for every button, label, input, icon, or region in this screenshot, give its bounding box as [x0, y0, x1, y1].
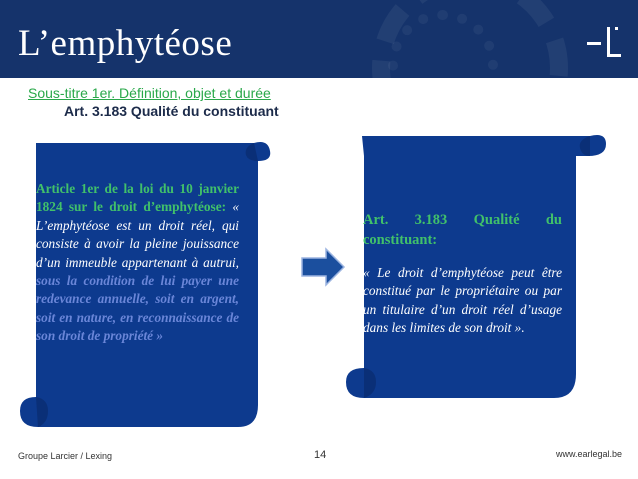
- article-heading: Art. 3.183 Qualité du constituant: [64, 103, 279, 119]
- right-scroll-heading: Art. 3.183 Qualité du constituant:: [363, 212, 562, 248]
- page-title: L’emphytéose: [18, 23, 233, 64]
- section-subtitle-link[interactable]: Sous-titre 1er. Définition, objet et durée: [28, 85, 271, 101]
- right-scroll-body: « Le droit d’emphytéose peut être constitué par le propriétaire ou par un titulaire d’un droit réel d’usage dans les limites de son droit ».: [363, 265, 562, 336]
- header-bar: [0, 0, 638, 78]
- right-scroll-text: [363, 210, 562, 338]
- footer-website-link[interactable]: www.earlegal.be: [556, 449, 623, 459]
- page-number: 14: [314, 449, 327, 461]
- left-scroll-highlight: sous la condition de lui payer une redevance annuelle, soit en argent, soit en nature, en reconnaissance de son droit de propriété »: [36, 273, 239, 344]
- left-scroll-body: « L’emphytéose est un droit réel, qui consiste à avoir la pleine jouissance d’un immeuble appartenant à autrui,: [36, 199, 239, 270]
- right-arrow-icon: [300, 247, 346, 287]
- left-scroll-text: [36, 180, 239, 346]
- brand-logo-icon: [585, 25, 625, 61]
- left-scroll-heading: Article 1er de la loi du 10 janvier 1824 sur le droit d’emphytéose:: [36, 181, 239, 215]
- footer-company: Groupe Larcier / Lexing: [18, 451, 113, 461]
